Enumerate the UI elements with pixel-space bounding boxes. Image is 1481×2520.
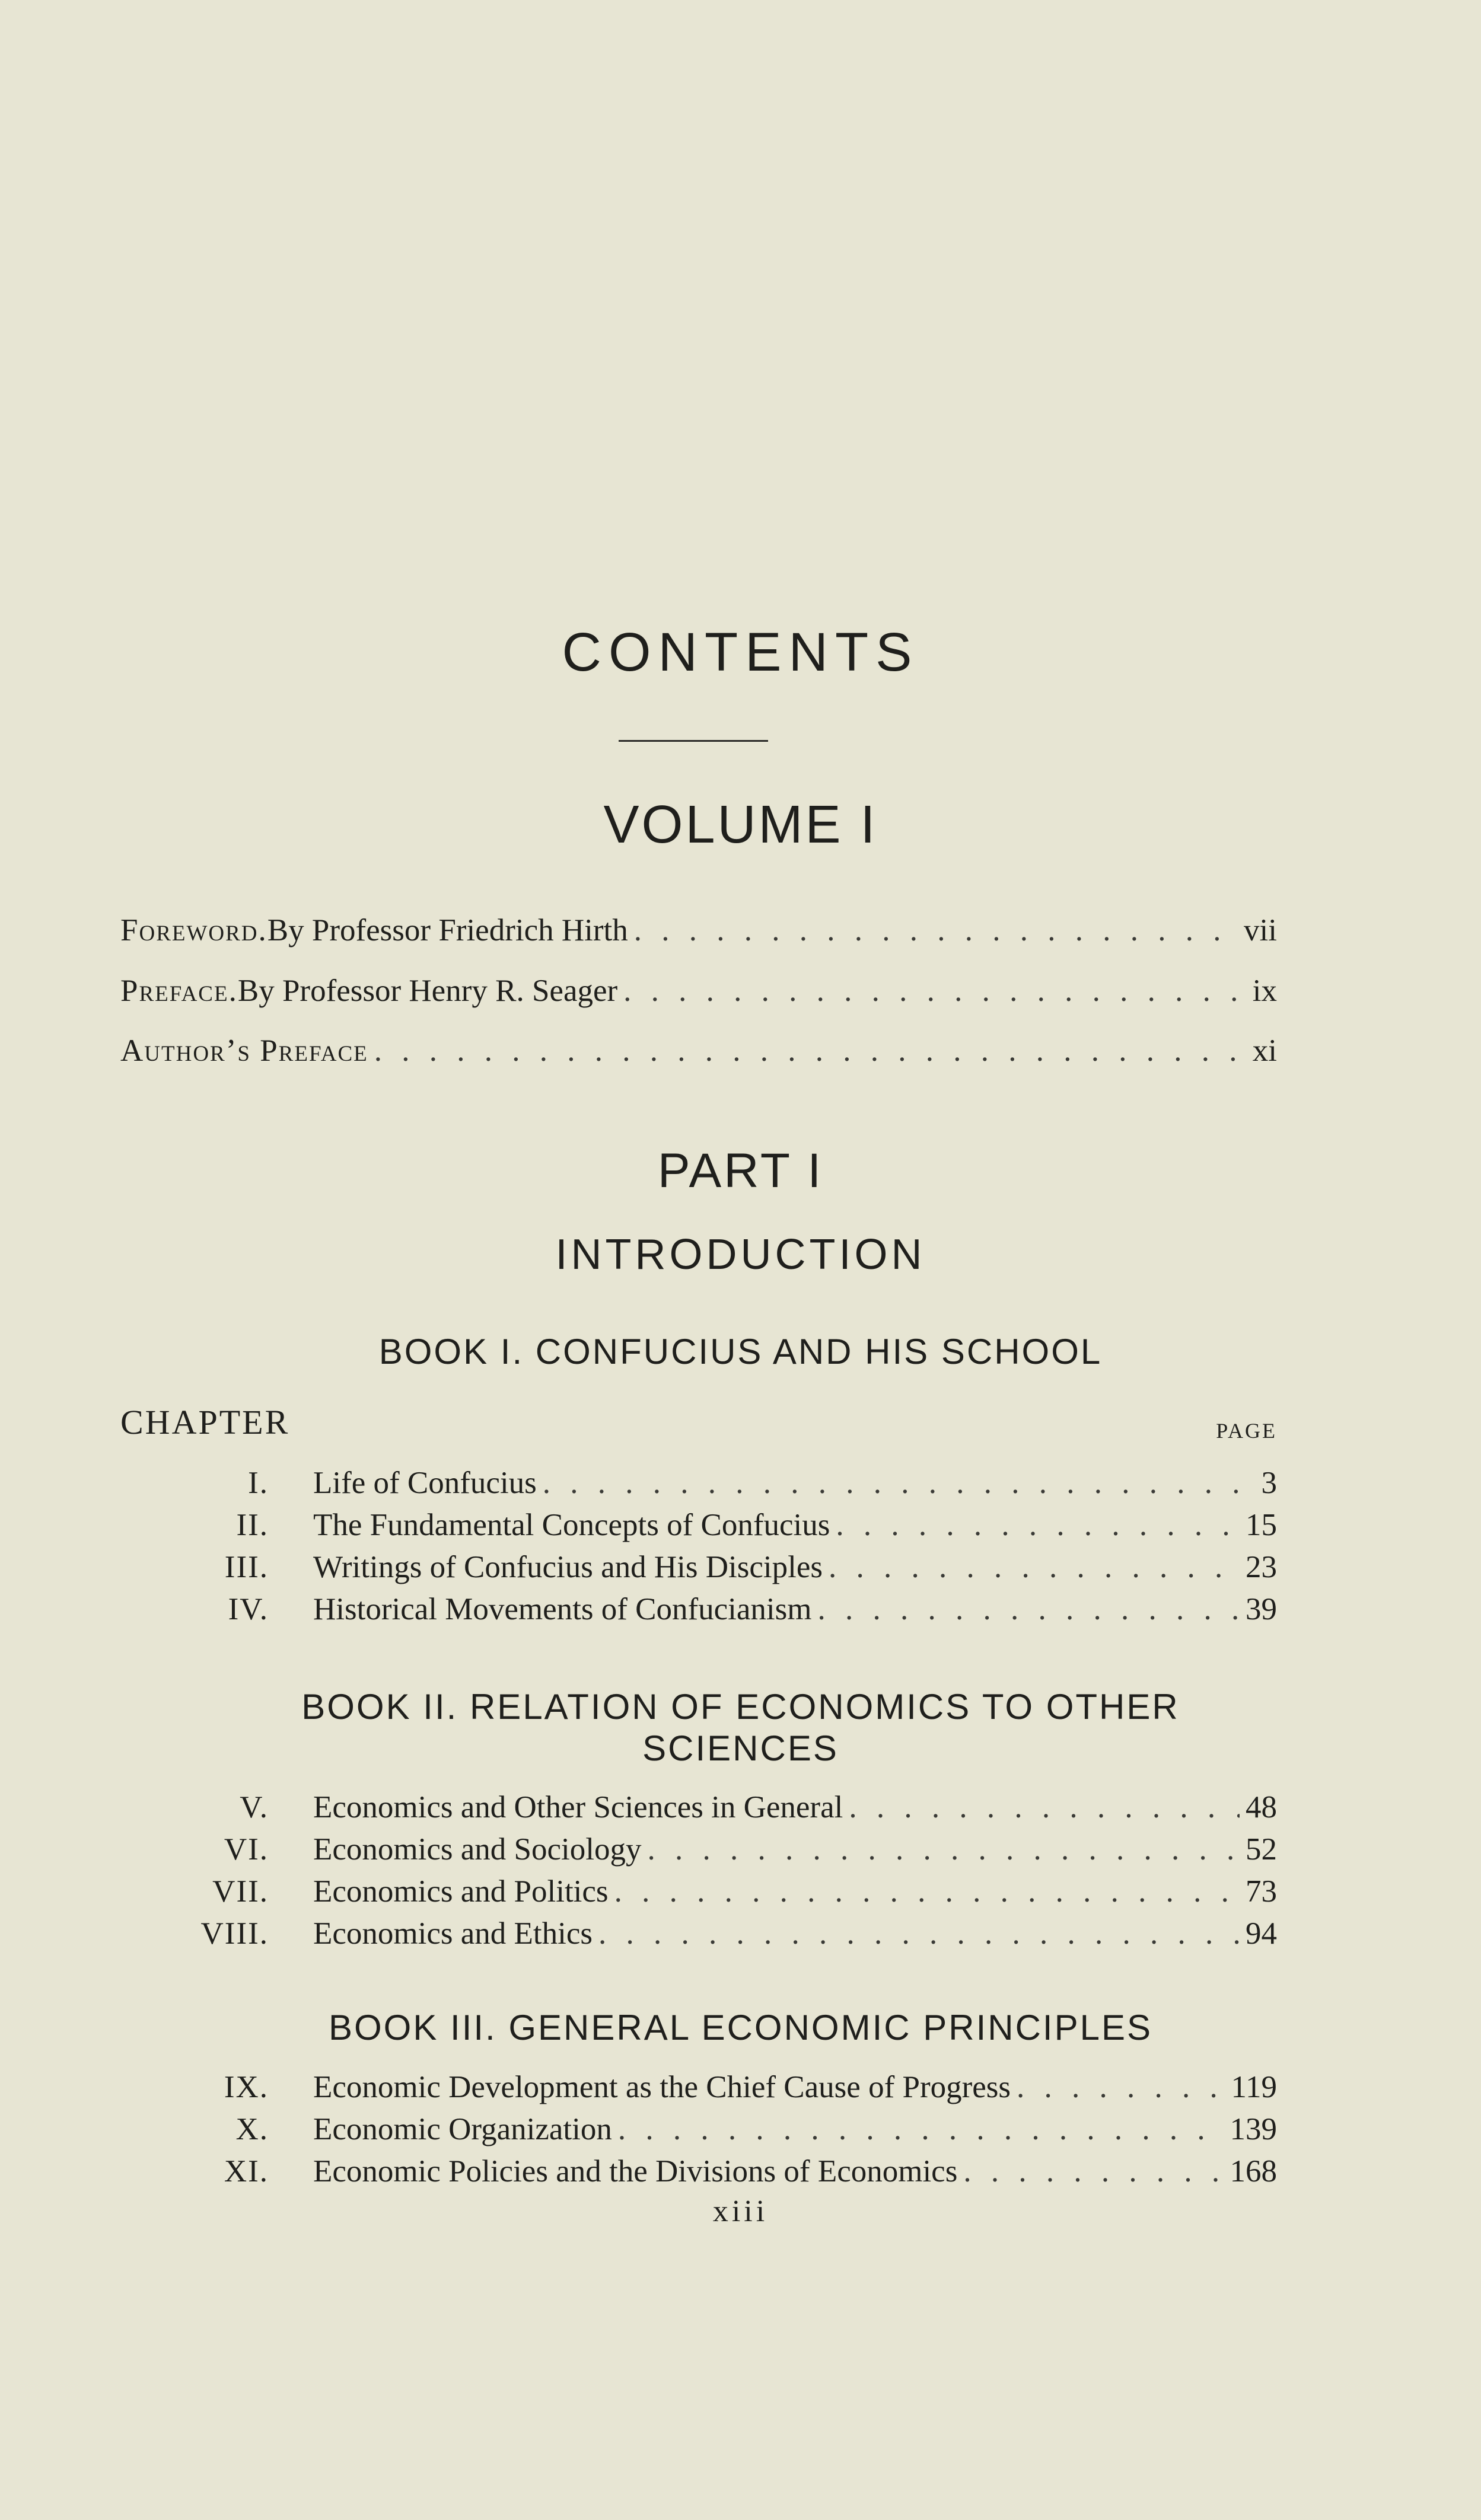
page-number: xi <box>1252 1033 1277 1068</box>
chapter-title: Economics and Politics <box>313 1874 609 1909</box>
page-number: 73 <box>1246 1874 1277 1909</box>
chapter-number: IX. <box>224 2070 269 2104</box>
leader-dots <box>963 2151 1224 2192</box>
book-heading: BOOK I. CONFUCIUS AND HIS SCHOOL <box>378 1332 1103 1371</box>
front-matter-label: Foreword. <box>120 913 267 948</box>
chapter-title: Economic Development as the Chief Cause of Progress <box>313 2070 1011 2104</box>
chapter-title: Economic Organization <box>313 2112 612 2146</box>
toc-entry-chapter[interactable] <box>120 1546 1277 1588</box>
leader-dots <box>374 1030 1247 1071</box>
chapter-number: VI. <box>224 1832 269 1867</box>
leader-dots <box>634 910 1238 951</box>
toc-entry-chapter[interactable] <box>120 2066 1277 2108</box>
page-number: 48 <box>1246 1790 1277 1824</box>
chapter-number: XI. <box>224 2154 269 2189</box>
leader-dots <box>849 1787 1240 1828</box>
toc-entry-chapter[interactable] <box>120 2108 1277 2150</box>
chapter-number: X. <box>235 2112 269 2146</box>
leader-dots <box>836 1504 1240 1546</box>
front-matter-label: Preface. <box>120 974 238 1008</box>
page-number: 15 <box>1246 1508 1277 1542</box>
page-number: 39 <box>1246 1592 1277 1626</box>
toc-entry-chapter[interactable] <box>120 1588 1277 1630</box>
leader-dots <box>618 2108 1224 2150</box>
chapter-title: The Fundamental Concepts of Confucius <box>313 1508 830 1542</box>
page-number: 139 <box>1230 2112 1277 2146</box>
toc-entry-chapter[interactable] <box>120 1829 1277 1870</box>
leader-dots <box>598 1913 1240 1954</box>
page-number: 3 <box>1261 1466 1277 1500</box>
toc-entry-chapter[interactable] <box>120 1462 1277 1504</box>
chapter-title: Economic Policies and the Divisions of Economics <box>313 2154 958 2189</box>
page-number: 94 <box>1246 1916 1277 1951</box>
leader-dots <box>614 1871 1240 1912</box>
toc-entry-chapter[interactable] <box>120 1504 1277 1546</box>
toc-entry-chapter[interactable] <box>120 2151 1277 2192</box>
chapter-number: VII. <box>212 1874 269 1909</box>
leader-dots <box>647 1829 1240 1870</box>
leader-dots <box>543 1462 1256 1504</box>
chapter-number: II. <box>236 1508 269 1542</box>
page-number: 119 <box>1231 2070 1277 2104</box>
toc-entry-preface[interactable] <box>120 970 1277 1012</box>
part-subtitle: INTRODUCTION <box>555 1231 926 1278</box>
toc-entry-chapter[interactable] <box>120 1871 1277 1912</box>
page-column-label: PAGE <box>1216 1419 1277 1443</box>
volume-heading: VOLUME I <box>603 795 878 854</box>
leader-dots <box>818 1588 1240 1630</box>
toc-entry-chapter[interactable] <box>120 1913 1277 1954</box>
front-matter-text: By Professor Friedrich Hirth <box>267 913 628 948</box>
part-heading: PART I <box>657 1144 824 1198</box>
toc-entry-chapter[interactable] <box>120 1787 1277 1828</box>
page-number: 168 <box>1230 2154 1277 2189</box>
chapter-title: Economics and Ethics <box>313 1916 593 1951</box>
chapter-title: Writings of Confucius and His Disciples <box>313 1550 823 1584</box>
chapter-title: Economics and Sociology <box>313 1832 642 1867</box>
chapter-number: I. <box>248 1466 269 1500</box>
leader-dots <box>1017 2066 1225 2108</box>
chapter-column-label: CHAPTER <box>120 1403 290 1441</box>
page-number: ix <box>1252 974 1277 1008</box>
chapter-number: IV. <box>228 1592 269 1626</box>
front-matter-label: Author’s Preface <box>120 1033 368 1068</box>
chapter-title: Historical Movements of Confucianism <box>313 1592 812 1626</box>
chapter-number: VIII. <box>200 1916 269 1951</box>
book-heading: BOOK III. GENERAL ECONOMIC PRINCIPLES <box>328 2008 1153 2047</box>
chapter-title: Economics and Other Sciences in General <box>313 1790 843 1824</box>
chapter-number: V. <box>240 1790 269 1824</box>
chapter-number: III. <box>224 1550 269 1584</box>
front-matter-text: By Professor Henry R. Seager <box>237 974 618 1008</box>
leader-dots <box>829 1546 1240 1588</box>
leader-dots <box>623 970 1247 1012</box>
title-rule <box>619 740 768 742</box>
chapter-title: Life of Confucius <box>313 1466 537 1500</box>
page-number: vii <box>1244 913 1277 948</box>
toc-entry-authors-preface[interactable] <box>120 1030 1277 1071</box>
toc-entry-foreword[interactable] <box>120 910 1277 951</box>
page-number: 52 <box>1246 1832 1277 1867</box>
book-heading: BOOK II. RELATION OF ECONOMICS TO OTHER <box>301 1687 1180 1727</box>
book-heading-line2: SCIENCES <box>642 1728 839 1768</box>
page-folio: xiii <box>712 2194 769 2228</box>
page-number: 23 <box>1246 1550 1277 1584</box>
page-title: CONTENTS <box>562 622 919 682</box>
